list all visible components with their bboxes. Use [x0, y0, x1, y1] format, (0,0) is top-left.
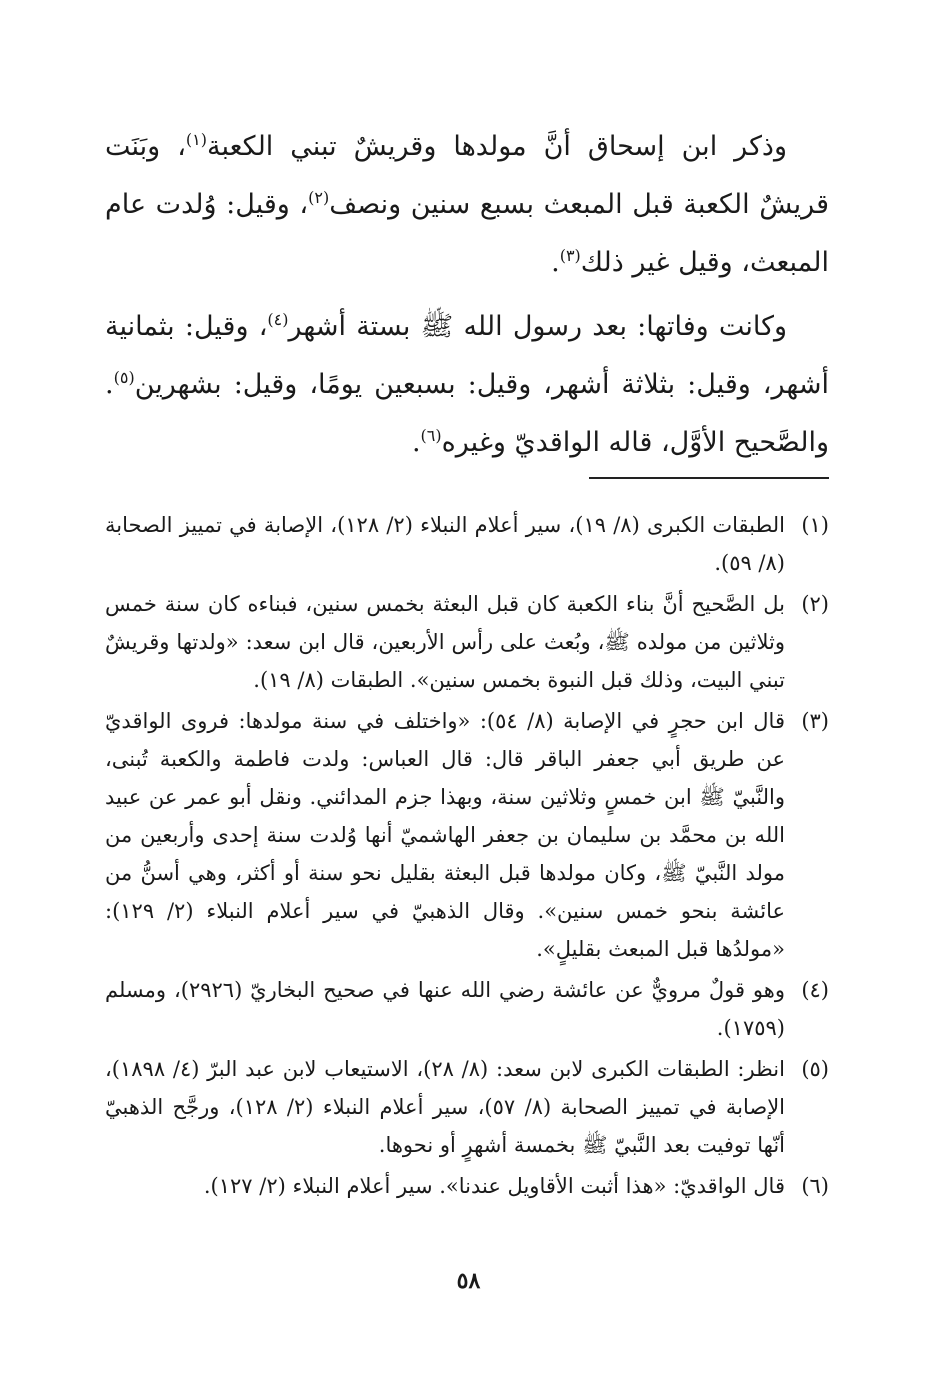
- text-run: .: [411, 427, 421, 458]
- paragraph-2: [105, 298, 829, 472]
- footnote-text: وهو قولٌ مرويٌّ عن عائشة رضي الله عنها في صحيح البخاريّ (٢٩٢٦)، ومسلم (١٧٥٩).: [105, 978, 785, 1040]
- footnote-ref-2: (٢): [308, 188, 330, 207]
- footnote-number: (٦): [801, 1174, 829, 1198]
- footnote-ref-5: (٥): [113, 368, 135, 387]
- footnote-number: (٢): [801, 592, 829, 616]
- footnote-ref-4: (٤): [267, 310, 289, 329]
- footnote-ref-3: (٣): [559, 246, 581, 265]
- footnote-text: بل الصَّحيح أنَّ بناء الكعبة كان قبل البعثة بخمس سنين، فبناءه كان سنة خمس وثلاثين من مولده ﷺ، وبُعث على رأس الأربعين، قال ابن سعد: «ولدتها وقريشٌ تبني البيت، وذلك قبل النبوة بخمس سنين». الطبقات (٨/ ١٩).: [105, 592, 785, 692]
- footnote-3: [105, 702, 829, 968]
- text-run: ، وبَنَت قريشٌ الكعبة قبل المبعث بسبع سنين ونصف: [105, 131, 829, 220]
- footnote-1: [105, 506, 829, 582]
- footnote-text: قال ابن حجرٍ في الإصابة (٨/ ٥٤): «واختلف في سنة مولدها: فروى الواقديّ عن طريق أبي جعفر الباقر قال: قال العباس: ولدت فاطمة والكعبة تُبنى، والنَّبيّ ﷺ ابن خمسٍ وثلاثين سنة، وبهذا جزم المدائني. ونقل أبو عمر عن عبيد الله بن محمَّد بن سليمان بن جعفر الهاشميّ أنها وُلدت سنة إحدى وأربعين من مولد النَّبيّ ﷺ، وكان مولدها قبل البعثة بقليل نحو سنة أو أكثر، وهي أسنُّ من عائشة بنحو خمس سنين». وقال الذهبيّ في سير أعلام النبلاء (٢/ ١٢٩): «مولدُها قبل المبعث بقليلٍ».: [105, 709, 785, 961]
- footnote-text: الطبقات الكبرى (٨/ ١٩)، سير أعلام النبلاء (٢/ ١٢٨)، الإصابة في تمييز الصحابة (٨/ ٥٩).: [105, 513, 785, 575]
- text-run: . والصَّحيح الأوَّل، قاله الواقديّ وغيره: [105, 369, 829, 458]
- footnote-5: [105, 1050, 829, 1164]
- footnote-4: [105, 971, 829, 1047]
- text-run: ، وقيل: وُلدت عام المبعث، وقيل غير ذلك: [105, 189, 829, 278]
- footnote-number: (٣): [801, 709, 829, 733]
- text-run: وذكر ابن إسحاق أنَّ مولدها وقريشٌ تبني الكعبة: [207, 131, 787, 162]
- footnote-ref-6: (٦): [420, 426, 442, 445]
- footnote-number: (٤): [801, 978, 829, 1002]
- footnote-text: انظر: الطبقات الكبرى لابن سعد: (٨/ ٢٨)، الاستيعاب لابن عبد البرّ (٤/ ١٨٩٨)، الإصابة في تمييز الصحابة (٨/ ٥٧)، سير أعلام النبلاء (٢/ ١٢٨)، ورجَّح الذهبيّ أنّها توفيت بعد النَّبيّ ﷺ بخمسة أشهرٍ أو نحوها.: [105, 1057, 786, 1157]
- main-text: [105, 118, 829, 478]
- footnote-number: (١): [801, 513, 829, 537]
- paragraph-1: [105, 118, 829, 292]
- footnote-ref-1: (١): [185, 130, 208, 149]
- footnotes-list: [105, 506, 829, 1208]
- footnote-6: [105, 1167, 829, 1205]
- footnote-text: قال الواقديّ: «هذا أثبت الأقاويل عندنا». سير أعلام النبلاء (٢/ ١٢٧).: [203, 1174, 785, 1198]
- footnote-separator: [589, 477, 829, 479]
- footnote-2: [105, 585, 829, 699]
- text-run: وكانت وفاتها: بعد رسول الله ﷺ بستة أشهر: [288, 311, 787, 342]
- text-run: .: [551, 247, 560, 278]
- footnote-number: (٥): [801, 1057, 829, 1081]
- text-run: ، وقيل: بثمانية أشهر، وقيل: بثلاثة أشهر، وقيل: بسبعين يومًا، وقيل: بشهرين: [105, 311, 829, 400]
- page-number: ٥٨: [456, 1268, 481, 1294]
